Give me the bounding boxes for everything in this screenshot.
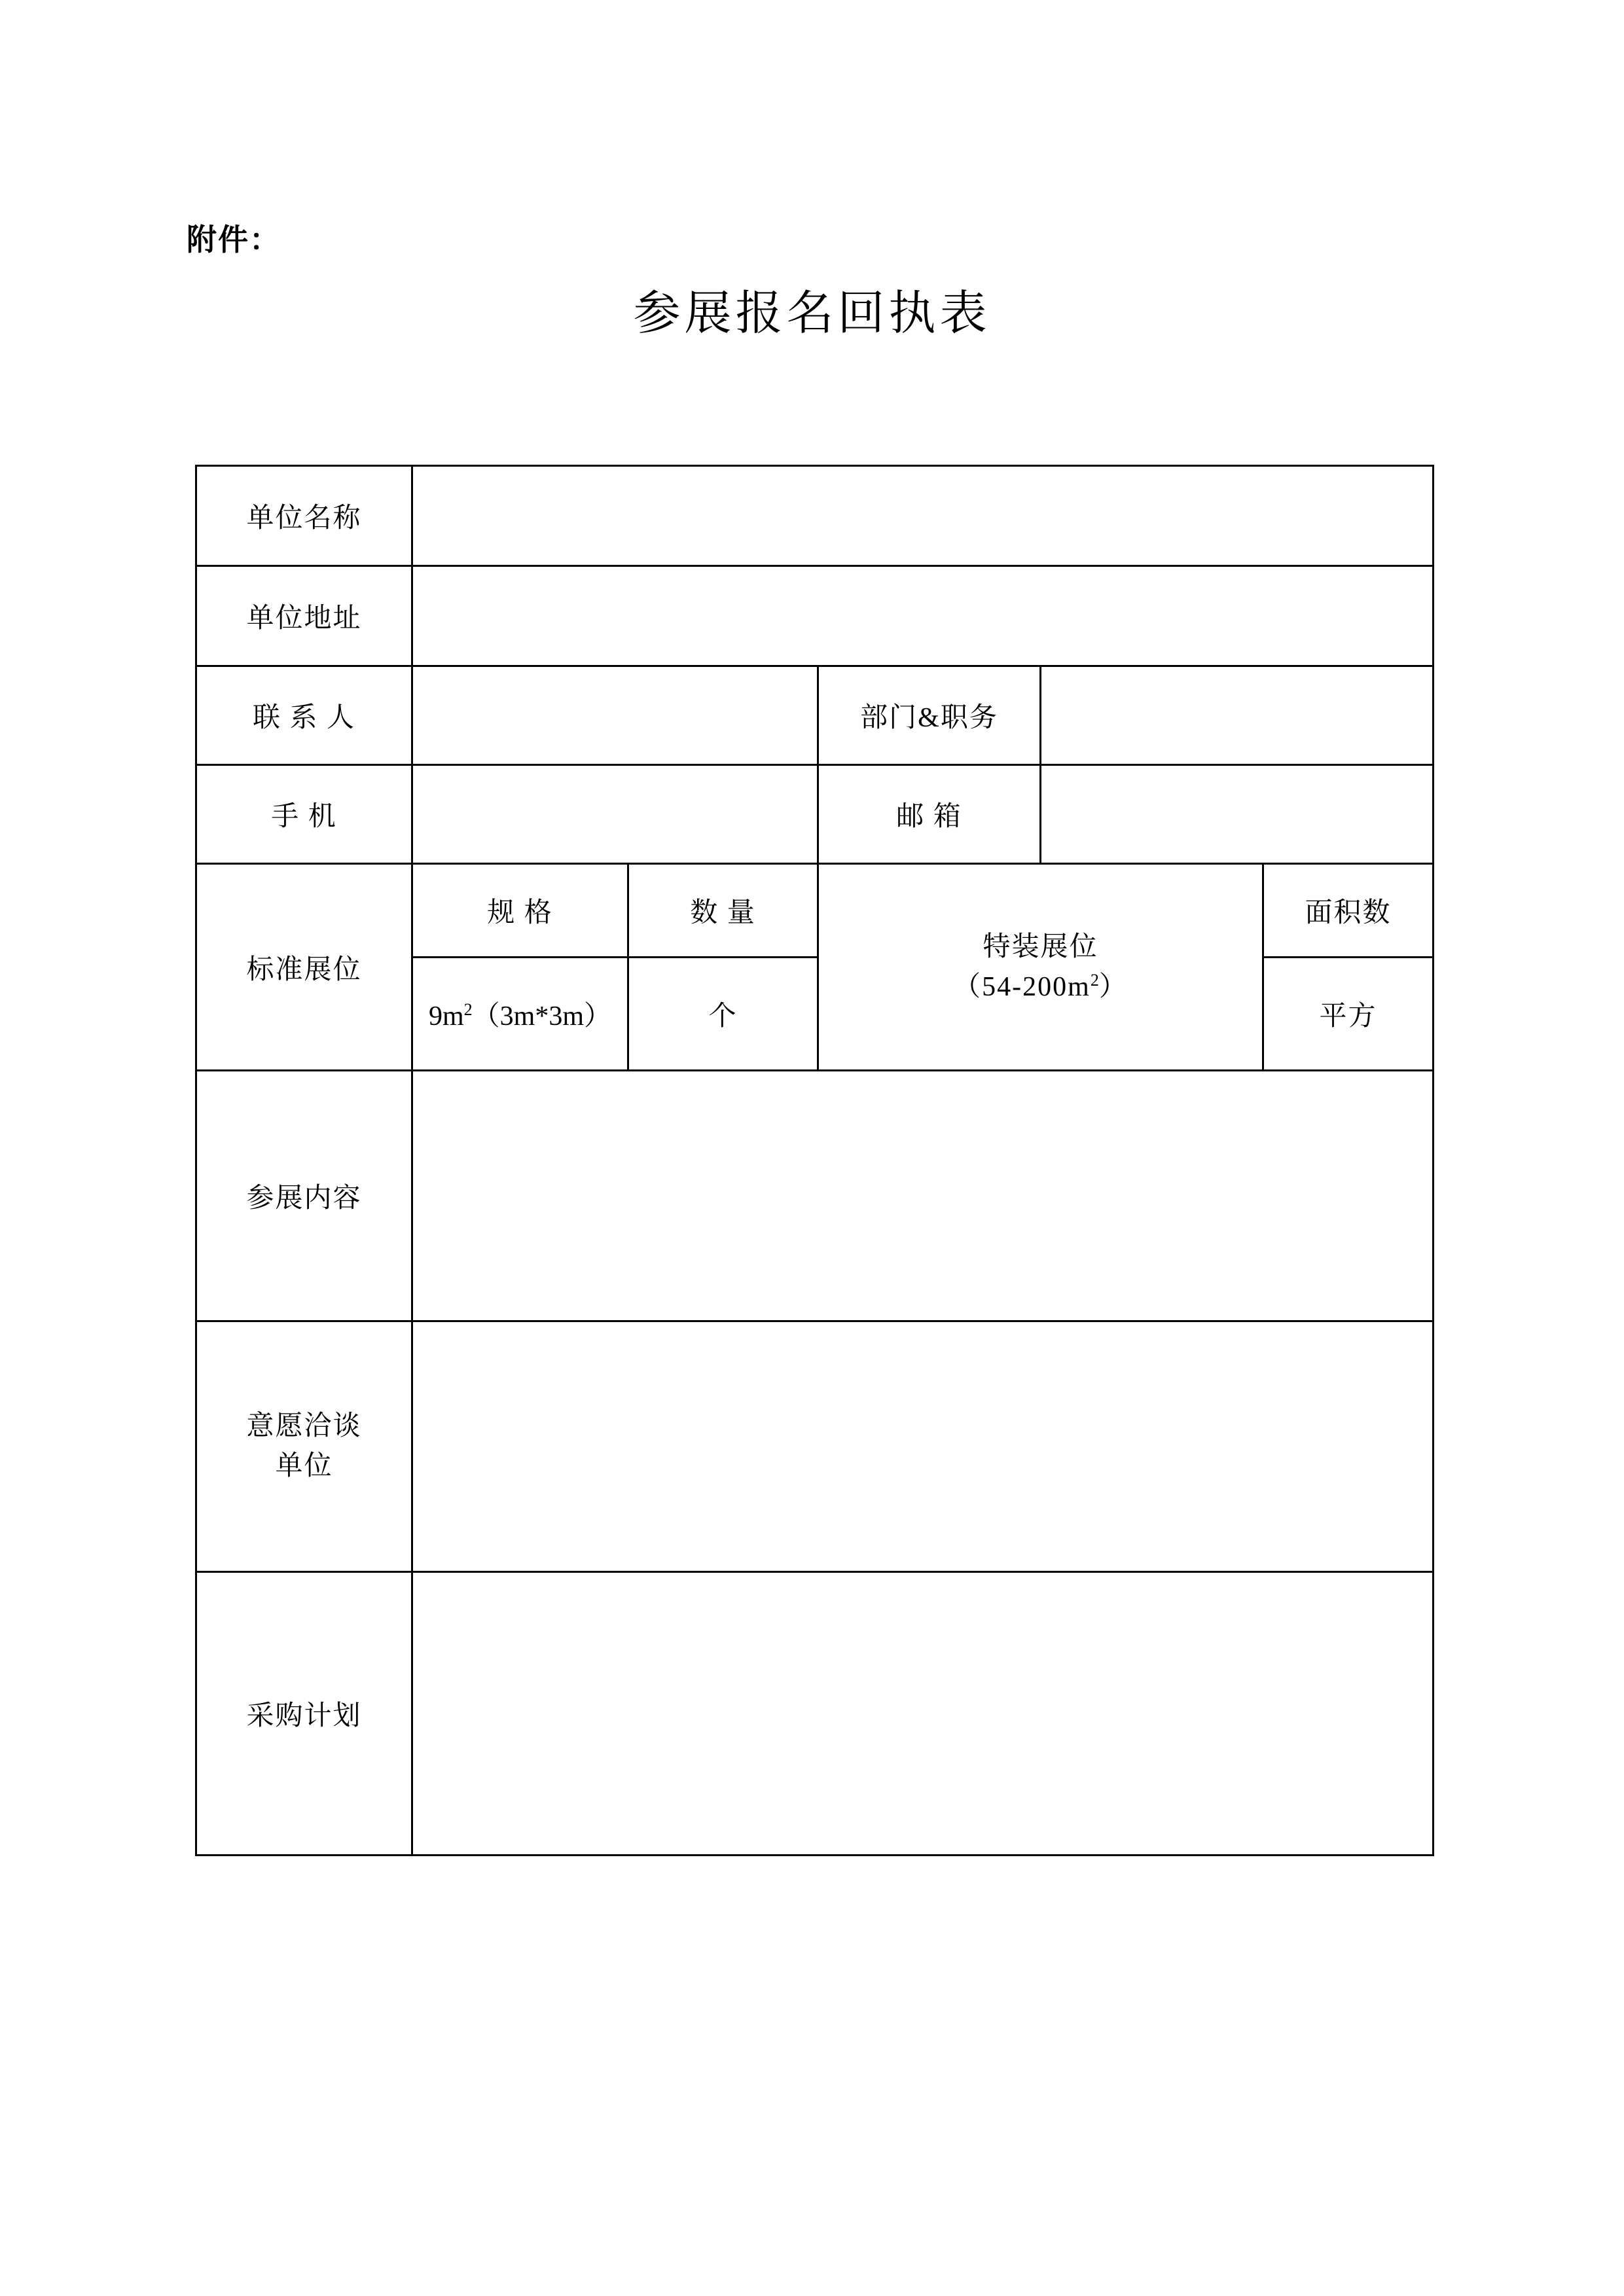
email-field[interactable] <box>1041 765 1434 864</box>
special-booth-label <box>818 864 1263 1071</box>
mobile-field[interactable] <box>412 765 818 864</box>
table-row <box>196 566 1434 666</box>
page-title: 参展报名回执表 <box>633 287 991 340</box>
purchase-plan-field[interactable] <box>412 1572 1434 1856</box>
department-title-field[interactable] <box>1041 666 1434 765</box>
table-row <box>196 1071 1434 1321</box>
spec-value-prefix: 9m <box>428 1001 464 1031</box>
intention-unit-field[interactable] <box>412 1321 1434 1572</box>
table-row <box>196 1321 1434 1572</box>
unit-name-label: 单位名称 <box>196 466 412 566</box>
special-booth-label-end: ） <box>1098 971 1128 1002</box>
table-row <box>196 666 1434 765</box>
spec-value <box>412 958 628 1071</box>
table-row <box>196 1572 1434 1856</box>
registration-form-table <box>195 465 1434 1856</box>
intention-unit-label-line1: 意愿洽谈 <box>246 1411 362 1442</box>
department-title-label: 部门&职务 <box>818 666 1041 765</box>
intention-unit-label-line2: 单位 <box>275 1451 333 1481</box>
table-row <box>196 765 1434 864</box>
quantity-unit[interactable]: 个 <box>628 958 818 1071</box>
table-row <box>196 864 1434 958</box>
special-booth-label-line2: （54-200m <box>953 971 1091 1002</box>
exhibit-content-label: 参展内容 <box>196 1071 412 1321</box>
unit-address-label: 单位地址 <box>196 566 412 666</box>
standard-booth-label: 标准展位 <box>196 864 412 1071</box>
unit-name-field[interactable] <box>412 466 1434 566</box>
spec-value-sup: 2 <box>463 1000 473 1019</box>
intention-unit-label <box>196 1321 412 1572</box>
email-label: 邮 箱 <box>818 765 1041 864</box>
area-count-label: 面积数 <box>1263 864 1434 958</box>
spec-value-suffix: （3m*3m） <box>472 1001 612 1031</box>
contact-person-label: 联 系 人 <box>196 666 412 765</box>
special-booth-label-line1: 特装展位 <box>983 931 1098 962</box>
attachment-label: 附件： <box>187 223 281 257</box>
quantity-label: 数 量 <box>628 864 818 958</box>
contact-person-field[interactable] <box>412 666 818 765</box>
spec-label: 规 格 <box>412 864 628 958</box>
table-row <box>196 466 1434 566</box>
special-booth-unit-sup: 2 <box>1090 970 1099 990</box>
mobile-label: 手 机 <box>196 765 412 864</box>
area-unit[interactable]: 平方 <box>1263 958 1434 1071</box>
exhibit-content-field[interactable] <box>412 1071 1434 1321</box>
purchase-plan-label: 采购计划 <box>196 1572 412 1856</box>
unit-address-field[interactable] <box>412 566 1434 666</box>
